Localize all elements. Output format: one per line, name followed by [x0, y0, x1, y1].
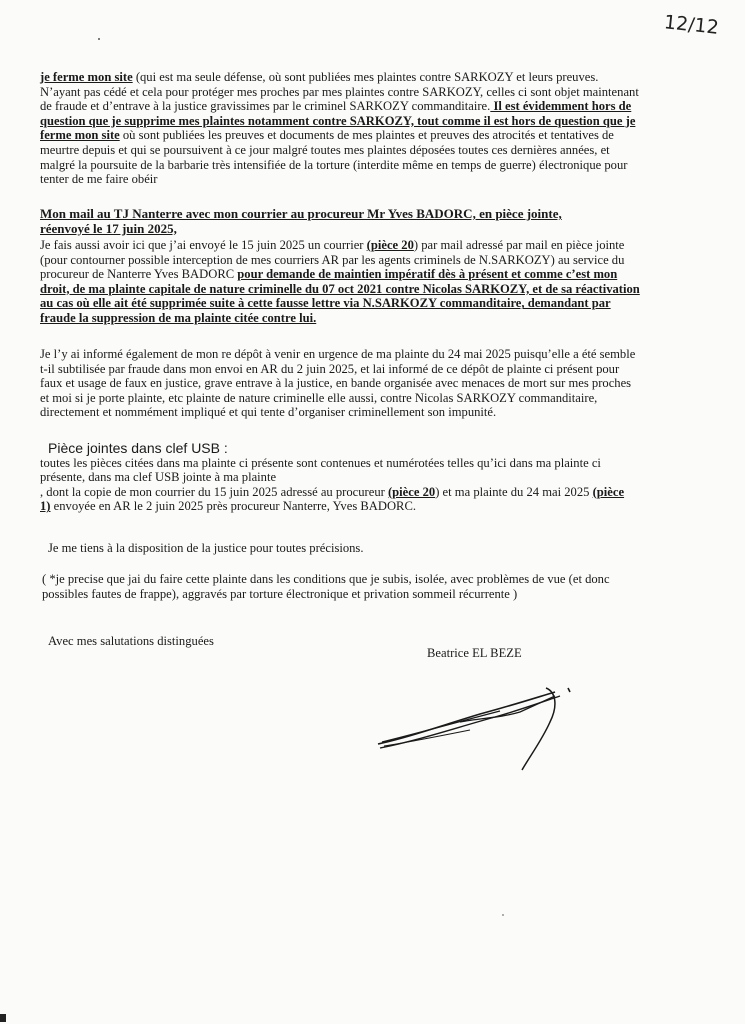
text-line: ferme mon site où sont publiées les preuves et documents de mes plaintes et preuves des atrocités et tentatives de	[40, 128, 614, 143]
text-line: au cas où elle ait été supprimée suite à cette fausse lettre via N.SARKOZY commanditaire, demandant par	[40, 296, 611, 311]
text-line: Je fais aussi avoir ici que j’ai envoyé le 15 juin 2025 un courrier (pièce 20) par mail adressé par mail en pièce jointe	[40, 238, 625, 252]
text-line: de fraude et d’entrave à la justice gravissimes par le criminel SARKOZY commanditaire. Il est évidemment hors de	[40, 99, 632, 114]
text-line: meurtre depuis et qui se poursuivent à ce jour malgré toutes mes plaintes déposées toutes ces dernières années, et	[40, 142, 610, 157]
text-line: je ferme mon site (qui est ma seule défense, où sont publiées mes plaintes contre SARKOZY et leurs preuves.	[40, 70, 599, 84]
text-line: 1) envoyée en AR le 2 juin 2025 près procureur Nanterre, Yves BADORC.	[40, 499, 417, 514]
disposition-statement: Je me tiens à la disposition de la justice pour toutes précisions.	[48, 541, 364, 555]
scan-speck	[500, 912, 506, 918]
text-line: présente, dans ma clef USB jointe à ma plainte	[40, 470, 277, 485]
scan-speck	[0, 1012, 10, 1024]
text-line: question que je supprime mes plaintes notamment contre SARKOZY, tout comme il est hors de question que je	[40, 113, 636, 128]
closing-salutation: Avec mes salutations distinguées	[48, 634, 214, 648]
text-line: directement et nommément impliqué et qui tente d’organiser criminellement son impunité.	[40, 405, 497, 420]
text-line: toutes les pièces citées dans ma plainte ci présente sont contenues et numérotées telles qu’ici dans ma plainte ci	[40, 455, 601, 470]
text-line: possibles fautes de frappe), aggravés par torture électronique et privation sommeil récurrente )	[42, 586, 518, 601]
text-line: procureur de Nanterre Yves BADORC pour demande de maintien impératif dès à présent et comme c’est mon	[40, 267, 618, 282]
text-line: N’ayant pas cédé et cela pour protéger mes proches par mes plaintes contre SARKOZY, celles ci sont objet maintenant	[40, 84, 639, 99]
text-line: tenter de me faire obéir	[40, 172, 158, 187]
text-line: t-il subtilisée par fraude dans mon envoi en AR du 2 juin 2025, et lai informé de ce dépôt de plainte ci présent pour	[40, 361, 620, 376]
usb-attachments	[40, 441, 690, 514]
page-number: 12/12	[663, 11, 720, 39]
text-line: fraude la suppression de ma plainte citée contre lui.	[40, 310, 317, 325]
section-heading	[40, 207, 690, 236]
paragraph-mail	[40, 238, 690, 326]
paragraph-redepot	[40, 347, 690, 420]
heading-line: Mon mail au TJ Nanterre avec mon courrier au procureur Mr Yves BADORC, en pièce jointe,	[40, 206, 562, 221]
text-line: ( *je precise que jai du faire cette plainte dans les conditions que je subis, isolée, avec problèmes de vue (et donc	[42, 572, 610, 586]
handwritten-signature-icon	[370, 682, 590, 777]
text-line: faux et usage de faux en justice, grave entrave à la justice, en bande organisée avec menaces de mort sur mes proches	[40, 376, 632, 391]
text-line: malgré la poursuite de la barbarie très intensifiée de la torture (interdite même en temps de guerre) électronique pour	[40, 157, 628, 172]
text-line: , dont la copie de mon courrier du 15 juin 2025 adressé au procureur (pièce 20) et ma plainte du 24 mai 2025 (pièce	[40, 484, 625, 499]
text-line: (pour contourner possible interception de mes courriers AR par les agents criminels de N.SARKOZY) au service du	[40, 252, 625, 267]
text-line: Je l’y ai informé également de mon re dépôt à venir en urgence de ma plainte du 24 mai 2025 puisqu’elle a été semble	[40, 347, 636, 361]
text-line: droit, de ma plainte capitale de nature criminelle du 07 oct 2021 contre Nicolas SARKOZY, et de sa réactivation	[40, 281, 640, 296]
author-name: Beatrice EL BEZE	[427, 646, 522, 660]
usb-title: Pièce jointes dans clef USB :	[48, 440, 228, 456]
vision-note	[42, 572, 692, 601]
text-line: et moi si je porte plainte, etc plainte de nature criminelle elle aussi, contre Nicolas SARKOZY commanditaire,	[40, 390, 598, 405]
heading-line: réenvoyé le 17 juin 2025,	[40, 220, 177, 236]
scan-speck	[96, 36, 102, 42]
paragraph-site	[40, 70, 690, 187]
